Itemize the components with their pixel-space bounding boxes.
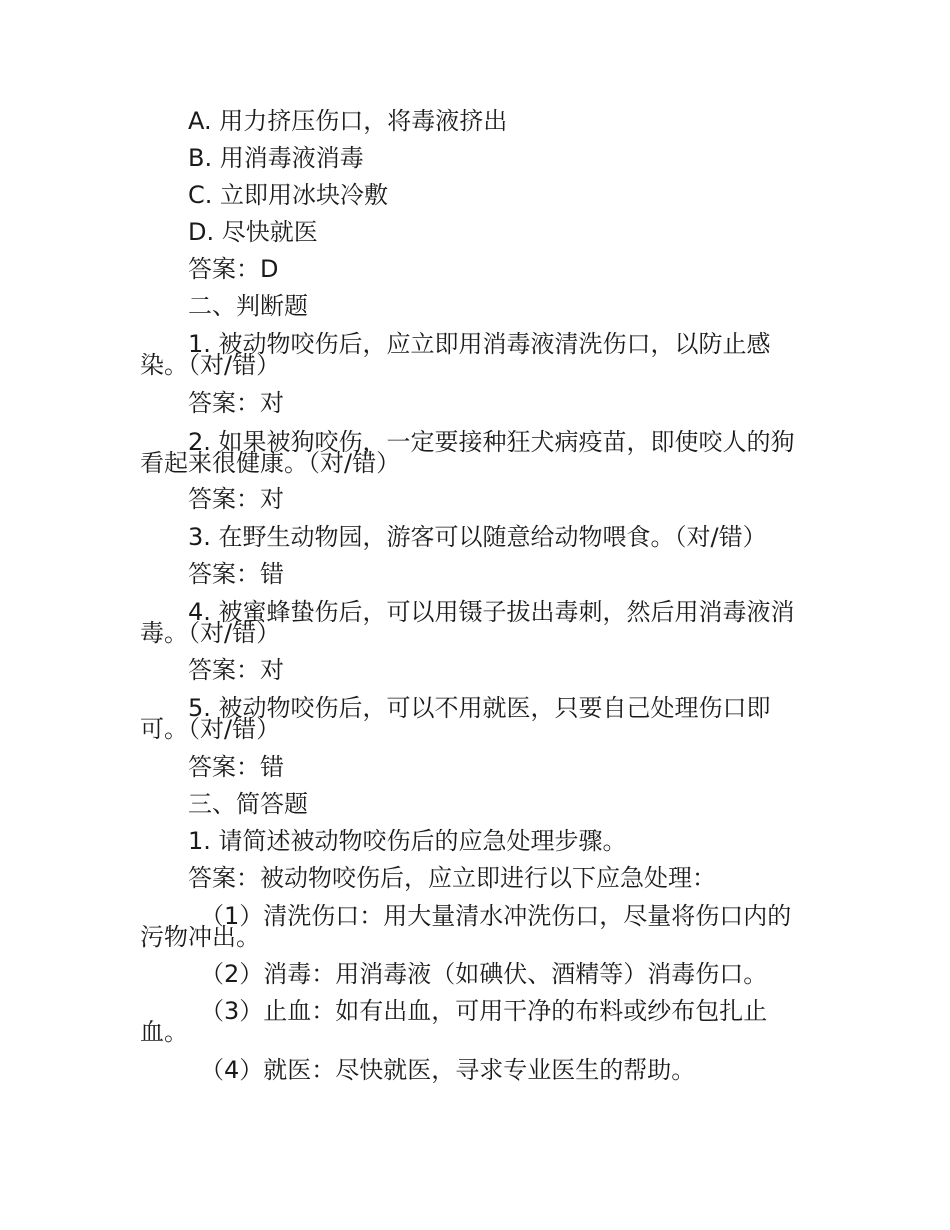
choice-option-d: D. 尽快就医 [188,218,318,246]
tf-question-3-line1: 3. 在野生动物园，游客可以随意给动物喂食。（对/错） [188,523,767,551]
choice-answer: 答案：D [188,255,279,283]
step-3-line2: 血。 [140,1018,188,1046]
tf-question-5-line2: 可。（对/错） [140,715,281,743]
tf-answer-1: 答案：对 [188,389,284,417]
step-1-line1: （1）清洗伤口：用大量清水冲洗伤口，尽量将伤口内的 [200,902,792,930]
step-4-line1: （4）就医：尽快就医，寻求专业医生的帮助。 [200,1056,696,1084]
short-question-1: 1. 请简述被动物咬伤后的应急处理步骤。 [188,827,627,855]
tf-answer-3: 答案：错 [188,560,284,588]
tf-question-4-line1: 4. 被蜜蜂蛰伤后，可以用镊子拔出毒刺，然后用消毒液消 [188,598,795,626]
tf-question-1-line1: 1. 被动物咬伤后，应立即用消毒液清洗伤口，以防止感 [188,330,771,358]
step-2-line1: （2）消毒：用消毒液（如碘伏、酒精等）消毒伤口。 [200,960,768,988]
short-answer-intro: 答案：被动物咬伤后，应立即进行以下应急处理： [188,864,716,892]
tf-question-4-line2: 毒。（对/错） [140,619,281,647]
tf-question-1-line2: 染。（对/错） [140,351,281,379]
choice-option-b: B. 用消毒液消毒 [188,144,364,172]
step-3-line1: （3）止血：如有出血，可用干净的布料或纱布包扎止 [200,997,768,1025]
tf-question-2-line2: 看起来很健康。（对/错） [140,449,401,477]
step-1-line2: 污物冲出。 [140,923,260,951]
tf-question-5-line1: 5. 被动物咬伤后，可以不用就医，只要自己处理伤口即 [188,694,771,722]
tf-answer-4: 答案：对 [188,656,284,684]
choice-option-c: C. 立即用冰块冷敷 [188,181,389,209]
tf-question-2-line1: 2. 如果被狗咬伤，一定要接种狂犬病疫苗，即使咬人的狗 [188,428,795,456]
choice-option-a: A. 用力挤压伤口，将毒液挤出 [188,107,508,135]
section-title-short-answer: 三、简答题 [188,790,308,818]
tf-answer-5: 答案：错 [188,753,284,781]
section-title-true-false: 二、判断题 [188,292,308,320]
tf-answer-2: 答案：对 [188,485,284,513]
